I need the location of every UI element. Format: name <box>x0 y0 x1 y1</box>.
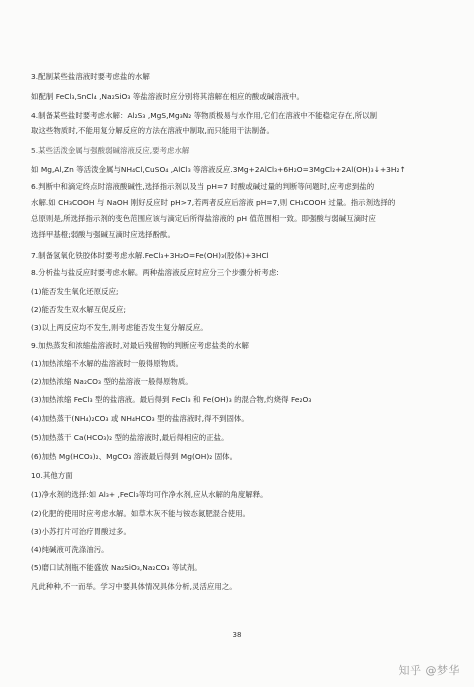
text-line: 选择甲基橙;弱酸与强碱互滴时应选择酚酞。 <box>31 230 175 239</box>
section-heading: 7.制备氢氧化铁胶体时要考虑水解.FeCl₃+3H₂O=Fe(OH)₃(胶体)+3HCl <box>31 251 269 260</box>
text-line: 凡此种种,不一而举。学习中要具体情况具体分析,灵活应用之。 <box>31 582 237 591</box>
section-heading: 5.某些活泼金属与强酸弱碱溶液反应,要考虑水解 <box>31 146 190 155</box>
list-item: (2)加热浓缩 Na₂CO₃ 型的盐溶液一般得原物质。 <box>31 377 193 386</box>
list-item: (5)磨口试剂瓶不能盛放 Na₂SiO₃,Na₂CO₃ 等试剂。 <box>31 563 202 572</box>
text-line: 如配制 FeCl₃,SnCl₄ ,Na₂SiO₃ 等盐溶液时应分别将其溶解在相应的酸或碱溶液中。 <box>31 92 304 101</box>
list-item: (2)能否发生双水解互促反应; <box>31 305 127 314</box>
list-item: (4)纯碱液可洗涤油污。 <box>31 545 109 554</box>
list-item: (6)加热 Mg(HCO₃)₂、MgCO₃ 溶液最后得到 Mg(OH)₂ 固体。 <box>31 452 238 461</box>
list-item: (1)净水剂的选择:如 Al₃+ ,FeCl₃等均可作净水剂,应从水解的角度解释。 <box>31 490 268 499</box>
text-line: 水解.如 CH₃COOH 与 NaOH 刚好反应时 pH>7,若两者反应后溶液 pH=7,则 CH₃COOH 过量。指示剂选择的 <box>31 198 396 207</box>
section-heading: 4.制备某些盐时要考虑水解：Al₂S₃ ,MgS,Mg₃N₂ 等物质极易与水作用,它们在溶液中不能稳定存在,所以制 <box>31 111 378 120</box>
watermark: 知乎 @梦华 <box>398 664 460 677</box>
list-item: (3)加热浓缩 FeCl₃ 型的盐溶液。最后得到 FeCl₃ 和 Fe(OH)₃ 的混合物,灼烧得 Fe₂O₃ <box>31 395 312 404</box>
list-item: (4)加热蒸干(NH₄)₂CO₃ 或 NH₄HCO₃ 型的盐溶液时,得不到固体。 <box>31 414 249 423</box>
section-heading: 6.判断中和滴定终点时溶液酸碱性,选择指示剂以及当 pH=7 时酸或碱过量的判断等问题时,应考虑到盐的 <box>31 182 375 191</box>
text-line: 如 Mg,Al,Zn 等活泼金属与NH₄Cl,CuSO₄ ,AlCl₃ 等溶液反应.3Mg+2AlCl₃+6H₂O=3MgCl₂+2Al(OH)₃↓+3H₂↑ <box>31 165 406 174</box>
list-item: (2)化肥的使用时应考虑水解。如草木灰不能与铵态氮肥混合使用。 <box>31 509 250 518</box>
list-item: (3)以上两反应均不发生,则考虑能否发生复分解反应。 <box>31 323 208 332</box>
text-line: 总原则是,所选择指示剂的变色范围应该与滴定后所得盐溶液的 pH 值范围相一致。即强酸与弱碱互滴时应 <box>31 214 376 223</box>
section-heading: 10.其他方面 <box>31 471 73 480</box>
list-item: (1)加热浓缩不水解的盐溶液时一般得原物质。 <box>31 359 183 368</box>
text-line: 取这些物质时,不能用复分解反应的方法在溶液中制取,而只能用干法制备。 <box>31 126 274 135</box>
section-heading: 3.配制某些盐溶液时要考虑盐的水解 <box>31 72 150 81</box>
list-item: (3)小苏打片可治疗胃酸过多。 <box>31 527 131 536</box>
list-item: (1)能否发生氧化还原反应; <box>31 287 119 296</box>
section-heading: 8.分析盐与盐反应时要考虑水解。两种盐溶液反应时应分三个步骤分析考虑: <box>31 268 279 277</box>
page-number: 38 <box>232 631 242 639</box>
section-heading: 9.加热蒸发和浓缩盐溶液时,对最后残留物的判断应考虑盐类的水解 <box>31 341 249 350</box>
list-item: (5)加热蒸干 Ca(HCO₃)₂ 型的盐溶液时,最后得相应的正盐。 <box>31 433 229 442</box>
